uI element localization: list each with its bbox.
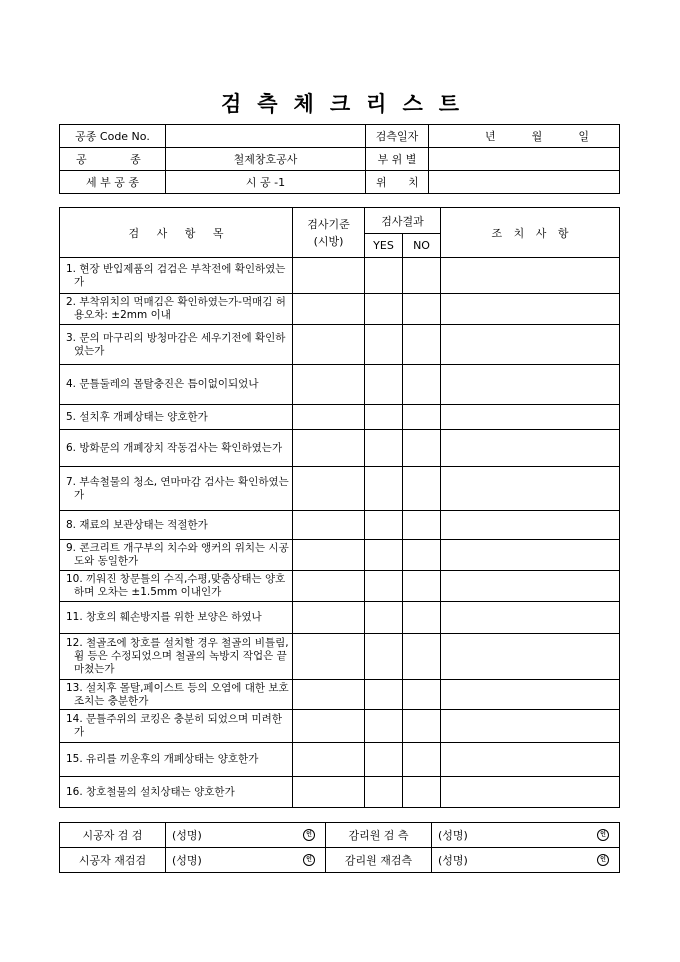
yes-cell[interactable] [365, 710, 403, 743]
seal-icon: 인 [597, 854, 609, 866]
contractor-check-name[interactable] [166, 823, 326, 848]
title-char: 리 [366, 91, 387, 116]
contractor-check-label: 시공자 검 검 [60, 823, 166, 848]
no-cell[interactable] [403, 405, 441, 430]
action-cell[interactable] [441, 405, 620, 430]
no-cell[interactable] [403, 743, 441, 777]
standard-cell[interactable] [293, 634, 365, 680]
table-row [60, 325, 620, 365]
no-cell[interactable] [403, 710, 441, 743]
action-cell[interactable] [441, 365, 620, 405]
supervisor-recheck-label: 감리원 재검측 [326, 848, 432, 873]
no-cell[interactable] [403, 634, 441, 680]
no-cell[interactable] [403, 602, 441, 634]
seal-icon: 인 [303, 829, 315, 841]
check-item [60, 777, 293, 808]
part-label: 부 위 별 [366, 148, 429, 171]
date-day: 일 [578, 130, 589, 143]
action-cell[interactable] [441, 258, 620, 294]
detail-label: 세 부 공 종 [60, 171, 166, 194]
no-cell[interactable] [403, 571, 441, 602]
title-char: 크 [329, 91, 351, 116]
check-item-text: 14. 문틀주위의 코킹은 충분히 되었으며 미려한가 [66, 713, 282, 738]
check-item-text: 2. 부착위치의 먹매김은 확인하였는가-먹매김 허용오차: ±2mm 이내 [66, 296, 286, 321]
standard-cell[interactable] [293, 540, 365, 571]
standard-cell[interactable] [293, 743, 365, 777]
check-item-text: 15. 유리를 끼운후의 개폐상태는 양호한가 [66, 753, 259, 765]
no-cell[interactable] [403, 294, 441, 325]
trade-label [60, 148, 166, 171]
page-title [0, 88, 680, 118]
action-cell[interactable] [441, 325, 620, 365]
standard-cell[interactable] [293, 571, 365, 602]
table-row [60, 365, 620, 405]
action-cell[interactable] [441, 571, 620, 602]
action-cell[interactable] [441, 430, 620, 467]
action-cell[interactable] [441, 467, 620, 511]
check-item [60, 258, 293, 294]
no-cell[interactable] [403, 680, 441, 710]
header-yes: YES [365, 234, 403, 258]
yes-cell[interactable] [365, 743, 403, 777]
table-row [60, 467, 620, 511]
action-cell[interactable] [441, 680, 620, 710]
yes-cell[interactable] [365, 634, 403, 680]
header-result: 검사결과 [365, 208, 441, 234]
table-row [60, 294, 620, 325]
detail-value[interactable]: 시 공 -1 [166, 171, 366, 194]
action-cell[interactable] [441, 602, 620, 634]
action-cell[interactable] [441, 511, 620, 540]
check-item [60, 743, 293, 777]
check-item [60, 710, 293, 743]
name-placeholder: (성명) [172, 854, 202, 867]
action-cell[interactable] [441, 777, 620, 808]
action-cell[interactable] [441, 743, 620, 777]
table-row [60, 743, 620, 777]
check-item [60, 634, 293, 680]
check-item [60, 467, 293, 511]
date-year: 년 [485, 130, 496, 143]
standard-cell[interactable] [293, 325, 365, 365]
table-row [60, 571, 620, 602]
header-standard-line2: (시방) [313, 234, 344, 248]
header-no: NO [403, 234, 441, 258]
yes-cell[interactable] [365, 602, 403, 634]
standard-cell[interactable] [293, 258, 365, 294]
yes-cell[interactable] [365, 258, 403, 294]
title-char: 측 [257, 91, 278, 116]
action-cell[interactable] [441, 710, 620, 743]
check-item-text: 12. 철골조에 창호를 설치할 경우 철골의 비틀림,휨 등은 수정되었으며 철골의 녹방지 작업은 끝마쳤는가 [66, 637, 289, 675]
check-item-text: 1. 현장 반입제품의 검검은 부착전에 확인하였는가 [66, 262, 286, 288]
supervisor-check-label: 감리원 검 측 [326, 823, 432, 848]
action-cell[interactable] [441, 540, 620, 571]
seal-icon: 인 [597, 829, 609, 841]
check-item [60, 571, 293, 602]
standard-cell[interactable] [293, 680, 365, 710]
yes-cell[interactable] [365, 540, 403, 571]
check-item [60, 325, 293, 365]
check-item [60, 602, 293, 634]
standard-cell[interactable] [293, 365, 365, 405]
date-month: 월 [531, 130, 543, 143]
no-cell[interactable] [403, 467, 441, 511]
no-cell[interactable] [403, 777, 441, 808]
header-standard [293, 208, 365, 258]
checklist-table [59, 207, 620, 808]
contractor-recheck-name[interactable] [166, 848, 326, 873]
table-row [60, 405, 620, 430]
check-item-text: 7. 부속철물의 청소, 연마마감 검사는 확인하였는가 [66, 475, 289, 501]
contractor-recheck-label: 시공자 재검검 [60, 848, 166, 873]
trade-label-text: 공 종 [76, 153, 141, 166]
check-item-text: 11. 창호의 훼손방지를 위한 보양은 하였나 [66, 611, 262, 623]
action-cell[interactable] [441, 634, 620, 680]
table-row [60, 680, 620, 710]
table-row [60, 540, 620, 571]
yes-cell[interactable] [365, 294, 403, 325]
seal-icon: 인 [303, 854, 315, 866]
header-item [60, 208, 293, 258]
yes-cell[interactable] [365, 467, 403, 511]
yes-cell[interactable] [365, 405, 403, 430]
table-row [60, 602, 620, 634]
check-item [60, 294, 293, 325]
check-item-text: 4. 문틀둘레의 몰탈충진은 틈이없이되었나 [66, 378, 259, 390]
check-item-text: 13. 설치후 몰탈,페이스트 등의 오염에 대한 보호조치는 충분한가 [66, 681, 289, 707]
name-placeholder: (성명) [438, 829, 468, 842]
table-row [60, 430, 620, 467]
location-value[interactable] [429, 171, 620, 194]
inspect-date-value[interactable] [429, 125, 620, 148]
yes-cell[interactable] [365, 325, 403, 365]
table-row [60, 511, 620, 540]
check-item [60, 430, 293, 467]
check-item [60, 405, 293, 430]
no-cell[interactable] [403, 430, 441, 467]
no-cell[interactable] [403, 258, 441, 294]
check-item-text: 6. 방화문의 개폐장치 작동검사는 확인하였는가 [66, 441, 283, 454]
table-row [60, 777, 620, 808]
check-item-text: 5. 설치후 개폐상태는 양호한가 [66, 410, 208, 423]
name-placeholder: (성명) [438, 854, 468, 867]
no-cell[interactable] [403, 540, 441, 571]
yes-cell[interactable] [365, 365, 403, 405]
header-standard-line1: 검사기준 [307, 217, 350, 231]
table-row [60, 634, 620, 680]
code-value[interactable] [166, 125, 366, 148]
no-cell[interactable] [403, 511, 441, 540]
code-label: 공종 Code No. [60, 125, 166, 148]
standard-cell[interactable] [293, 511, 365, 540]
table-row [60, 258, 620, 294]
title-char: 트 [438, 91, 460, 116]
check-item-text: 8. 재료의 보관상태는 적절한가 [66, 518, 208, 531]
no-cell[interactable] [403, 325, 441, 365]
check-item-text: 9. 콘크리트 개구부의 치수와 앵커의 위치는 시공도와 동일한가 [66, 542, 289, 567]
location-label [366, 171, 429, 194]
inspect-date-label: 검측일자 [366, 125, 429, 148]
standard-cell[interactable] [293, 602, 365, 634]
info-table [59, 124, 620, 194]
location-label-text: 위 치 [376, 176, 419, 189]
title-char: 스 [402, 91, 423, 116]
standard-cell[interactable] [293, 430, 365, 467]
check-item [60, 511, 293, 540]
standard-cell[interactable] [293, 405, 365, 430]
standard-cell[interactable] [293, 777, 365, 808]
header-action-text: 조 치 사 항 [491, 226, 569, 240]
header-item-text: 검 사 항 목 [128, 226, 224, 240]
check-item-text: 16. 창호철물의 설치상태는 양호한가 [66, 785, 235, 798]
signature-table [59, 822, 620, 873]
check-item-text: 10. 끼워진 창문틀의 수직,수평,맞춤상태는 양호하며 오차는 ±1.5mm 이내인가 [66, 573, 286, 598]
yes-cell[interactable] [365, 571, 403, 602]
supervisor-check-name[interactable] [432, 823, 620, 848]
part-value[interactable] [429, 148, 620, 171]
no-cell[interactable] [403, 365, 441, 405]
header-action [441, 208, 620, 258]
check-item-text: 3. 문의 마구리의 방청마감은 세우기전에 확인하였는가 [66, 331, 286, 357]
check-item [60, 365, 293, 405]
standard-cell[interactable] [293, 467, 365, 511]
supervisor-recheck-name[interactable] [432, 848, 620, 873]
action-cell[interactable] [441, 294, 620, 325]
trade-value[interactable]: 철제창호공사 [166, 148, 366, 171]
yes-cell[interactable] [365, 680, 403, 710]
standard-cell[interactable] [293, 710, 365, 743]
title-char: 체 [293, 91, 314, 116]
yes-cell[interactable] [365, 511, 403, 540]
table-row [60, 710, 620, 743]
title-char: 검 [220, 91, 242, 116]
standard-cell[interactable] [293, 294, 365, 325]
check-item [60, 680, 293, 710]
yes-cell[interactable] [365, 777, 403, 808]
yes-cell[interactable] [365, 430, 403, 467]
name-placeholder: (성명) [172, 829, 202, 842]
check-item [60, 540, 293, 571]
